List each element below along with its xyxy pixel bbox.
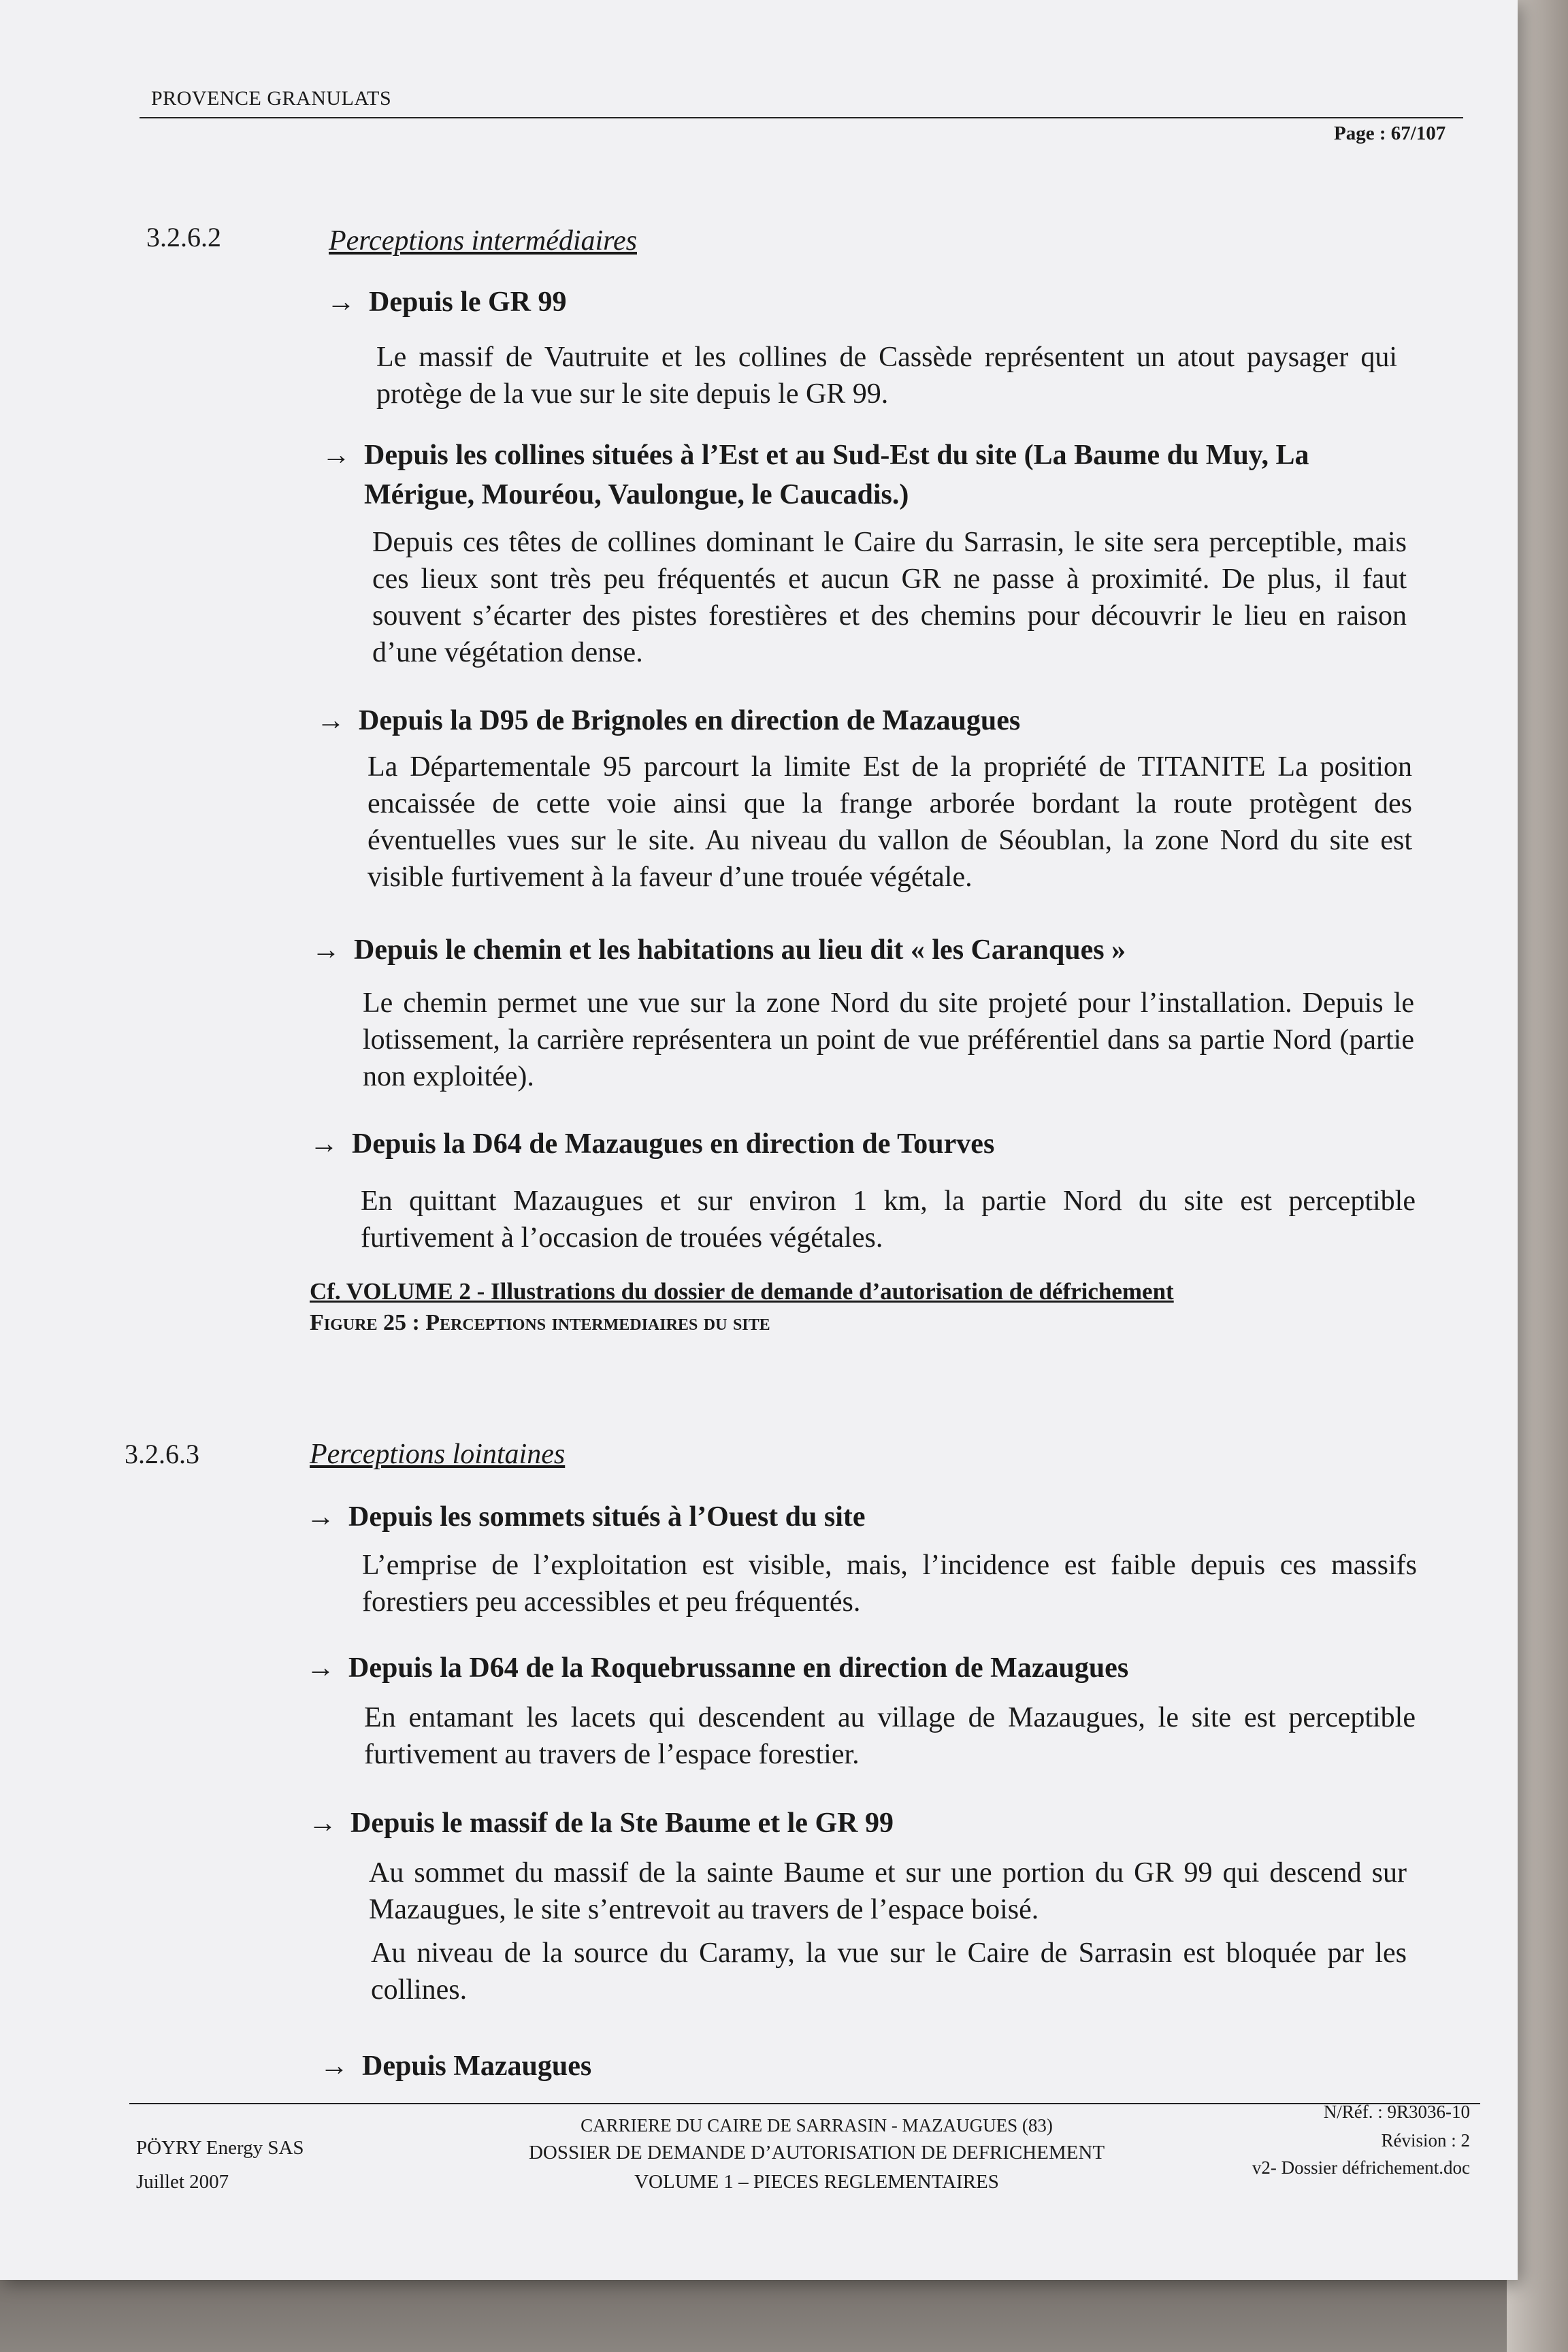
bullet-heading [306,1648,1409,1688]
bullet-heading-text: Depuis la D64 de Mazaugues en direction de Tourves [352,1128,995,1160]
bullet-heading-text: Depuis Mazaugues [362,2051,592,2082]
footer-company: PÖYRY Energy SAS [136,2137,304,2159]
footer-project: CARRIERE DU CAIRE DE SARRASIN - MAZAUGUES (83) [581,2115,1053,2136]
arrow-right-icon: → [306,1652,335,1684]
bullet-heading-text: Depuis la D64 de la Roquebrussanne en direction de Mazaugues [348,1652,1129,1684]
bullet-heading-text: Depuis le GR 99 [369,287,567,318]
arrow-right-icon: → [306,1501,335,1533]
paragraph: Au sommet du massif de la sainte Baume et sur une portion du GR 99 qui descend sur Mazaugues, le site s’entrevoit au travers de l’espace boisé. [369,1857,1407,1925]
volume-reference: Cf. VOLUME 2 - Illustrations du dossier de demande d’autorisation de défrichement [310,1278,1174,1305]
paragraph: L’emprise de l’exploitation est visible, mais, l’incidence est faible depuis ces massifs forestiers peu accessibles et peu fréquentés. [362,1550,1417,1618]
bullet-heading-text: Depuis le massif de la Ste Baume et le GR 99 [350,1808,894,1839]
header-company: PROVENCE GRANULATS [151,87,392,110]
footer-dossier: DOSSIER DE DEMANDE D’AUTORISATION DE DEFRICHEMENT [528,2142,1105,2163]
section-number: 3.2.6.3 [125,1439,199,1469]
figure-caption: Figure 25 : Perceptions intermediaires du site [310,1310,770,1335]
section-number: 3.2.6.2 [146,222,221,252]
bullet-heading [308,1803,1411,1843]
footer-volume: VOLUME 1 – PIECES REGLEMENTAIRES [634,2171,999,2193]
paragraph: En quittant Mazaugues et sur environ 1 km, la partie Nord du site est perceptible furtivement à l’occasion de trouées végétales. [361,1186,1416,1254]
arrow-right-icon: → [316,705,345,736]
paragraph: En entamant les lacets qui descendent au village de Mazaugues, le site est perceptible furtivement au travers de l’espace forestier. [364,1702,1416,1770]
section-title: Perceptions lointaines [310,1439,566,1470]
footer-revision: Révision : 2 [1381,2130,1470,2151]
section-title: Perceptions intermédiaires [329,225,637,257]
arrow-right-icon: → [327,287,355,318]
arrow-right-icon: → [310,1128,338,1160]
paragraph: La Départementale 95 parcourt la limite Est de la propriété de TITANITE La position encaissée de cette voie ainsi que la frange arborée bordant la route protègent des éventuelles vues sur le site. Au niveau du vallon de Séoublan, la zone Nord du site est visible furtivement à la faveur d’une trouée végétale. [368,751,1412,893]
footer-filename: v2- Dossier défrichement.doc [1252,2157,1470,2178]
paragraph: Depuis ces têtes de collines dominant le Caire du Sarrasin, le site sera perceptible, mais ces lieux sont très peu fréquentés et aucun GR ne passe à proximité. De plus, il faut souvent s’écarter des pistes forestières et des chemins pour découvrir le lieu en raison d’une végétation dense. [372,527,1407,668]
bullet-heading-text: Depuis la D95 de Brignoles en direction de Mazaugues [359,705,1021,736]
arrow-right-icon: → [322,440,350,471]
paragraph: Le massif de Vautruite et les collines de Cassède représentent un atout paysager qui protège de la vue sur le site depuis le GR 99. [376,342,1397,410]
paragraph: Le chemin permet une vue sur la zone Nord du site projeté pour l’installation. Depuis le lotissement, la carrière représentera un point de vue préférentiel dans sa partie Nord (partie non exploitée). [363,987,1414,1092]
arrow-right-icon: → [312,934,340,966]
arrow-right-icon: → [308,1808,337,1839]
bullet-heading [310,1124,1409,1164]
header-rule [140,117,1463,118]
bullet-heading [312,930,1407,970]
bullet-heading-text: Depuis le chemin et les habitations au lieu dit « les Caranques » [354,934,1126,966]
bullet-heading [322,436,1404,514]
bullet-heading [320,2046,1409,2086]
bullet-heading [316,701,1405,740]
bullet-heading-text: Depuis les collines situées à l’Est et au Sud-Est du site (La Baume du Muy, La Mérigue, Mouréou, Vaulongue, le Caucadis.) [364,440,1309,510]
bullet-heading [327,282,1402,322]
bullet-heading [306,1497,1409,1537]
footer-reference: N/Réf. : 9R3036-10 [1323,2102,1470,2122]
arrow-right-icon: → [320,2051,348,2082]
paragraph: Au niveau de la source du Caramy, la vue sur le Caire de Sarrasin est bloquée par les collines. [371,1938,1407,2006]
bullet-heading-text: Depuis les sommets situés à l’Ouest du site [348,1501,866,1533]
header-page-number: Page : 67/107 [1334,122,1446,144]
footer-date: Juillet 2007 [136,2171,229,2193]
